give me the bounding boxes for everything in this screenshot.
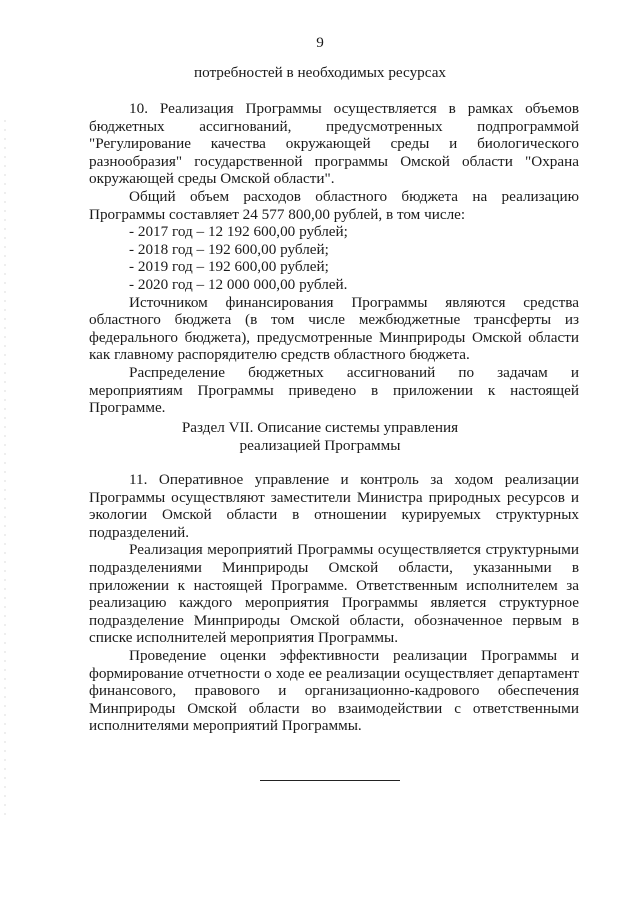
list-item-2020: - 2020 год – 12 000 000,00 рублей.	[129, 275, 348, 293]
paragraph-total-budget: Общий объем расходов областного бюджета на реализацию Программы составляет 24 577 800,00 рублей, в том числе:	[89, 187, 579, 223]
paragraph-10: 10. Реализация Программы осуществляется в рамках объемов бюджетных ассигнований, предусмотренных подпрограммой "Регулирование качества окружающей среды и биологического разнообразия" государственной программы Омской области "Охрана окружающей среды Омской области".	[89, 100, 579, 188]
continued-text-line: потребностей в необходимых ресурсах	[193, 64, 447, 81]
list-item-2017: - 2017 год – 12 192 600,00 рублей;	[129, 223, 348, 241]
section-vii-body	[89, 471, 579, 735]
paragraph-evaluation: Проведение оценки эффективности реализации Программы и формирование отчетности о ходе ее реализации осуществляет департамент финансового, правового и организационно-кадрового обеспечения Минприроды Омской области во взаимодействии с ответственными исполнителями мероприятий Программы.	[89, 646, 579, 735]
section-vii-heading	[0, 419, 640, 454]
closing-rule-line	[260, 780, 400, 781]
list-item-2018: - 2018 год – 192 600,00 рублей;	[129, 240, 329, 258]
page-number: 9	[316, 34, 324, 51]
list-item-2019: - 2019 год – 192 600,00 рублей;	[129, 258, 329, 276]
paragraph-implementation: Реализация мероприятий Программы осуществляется структурными подразделениями Минприроды Омской области, указанными в приложении к настоящей Программе. Ответственным исполнителем за реализацию каждого мероприятия Программы является структурное подразделение Минприроды Омской области, обозначенное первым в списке исполнителей мероприятия Программы.	[89, 541, 579, 647]
paragraph-funding-source: Источником финансирования Программы являются средства областного бюджета (в том числе межбюджетные трансферты из федерального бюджета), предусмотренные Минприроды Омской области как главному распорядителю средств областного бюджета.	[89, 293, 579, 364]
paragraph-allocation: Распределение бюджетных ассигнований по задачам и мероприятиям Программы приведено в приложении к настоящей Программе.	[89, 363, 579, 417]
paragraph-11: 11. Оперативное управление и контроль за ходом реализации Программы осуществляют заместители Министра природных ресурсов и экологии Омской области в отношении курируемых структурных подразделений.	[89, 471, 579, 541]
section-title-line1: Раздел VII. Описание системы управления	[181, 419, 459, 436]
scan-margin-marks	[4, 120, 6, 820]
section-vi-body	[89, 100, 579, 417]
section-title-line2: реализацией Программы	[239, 436, 401, 454]
